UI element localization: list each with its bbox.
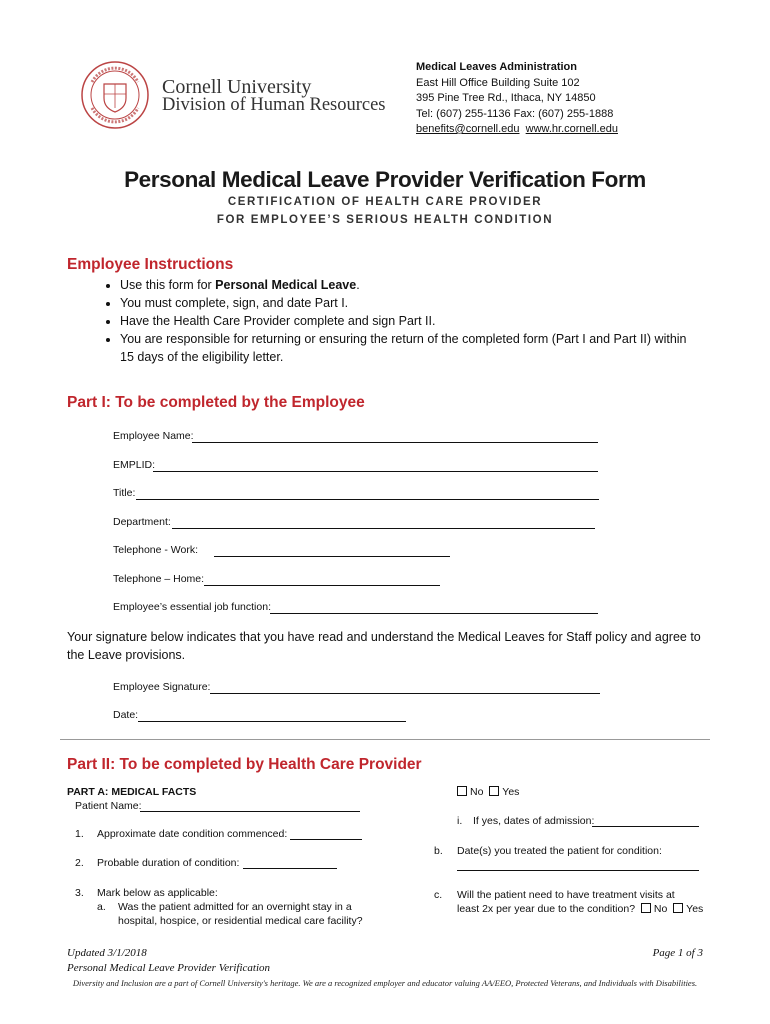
q1-label: Approximate date condition commenced:: [97, 828, 288, 840]
q2-field[interactable]: [243, 868, 337, 869]
website-link[interactable]: www.hr.cornell.edu: [525, 123, 618, 135]
patient-name-label: Patient Name:: [75, 800, 142, 812]
q3a-yes-checkbox[interactable]: [489, 786, 499, 796]
job-function-field[interactable]: [270, 613, 598, 614]
form-subtitle-1: CERTIFICATION OF HEALTH CARE PROVIDER: [227, 196, 543, 208]
part2-heading: Part II: To be completed by Health Care Provider: [67, 756, 422, 773]
qc-number: c.: [434, 889, 443, 901]
section-divider: [60, 739, 710, 740]
q3a-answer: No Yes: [457, 786, 519, 798]
q2-label: Probable duration of condition:: [97, 857, 240, 869]
contact-address1: East Hill Office Building Suite 102: [416, 76, 580, 89]
form-subtitle-2: FOR EMPLOYEE’S SERIOUS HEALTH CONDITION: [216, 214, 554, 226]
title-label: Title:: [113, 487, 136, 499]
qc-no-checkbox[interactable]: [641, 903, 651, 913]
qb-label: Date(s) you treated the patient for condition:: [457, 845, 662, 857]
telephone-home-field[interactable]: [204, 585, 440, 586]
list-item: • You are responsible for returning or ensuring the return of the completed form (Part I and Part II) within 15 days of the eligibility letter.: [120, 330, 700, 366]
page-number: Page 1 of 3: [652, 947, 703, 959]
title-field[interactable]: [136, 499, 599, 500]
q2-number: 2.: [75, 857, 84, 869]
instructions-heading: Employee Instructions: [67, 256, 234, 273]
date-field[interactable]: [138, 721, 406, 722]
telephone-home-label: Telephone – Home:: [113, 573, 205, 585]
footer-updated: Updated 3/1/2018: [67, 947, 147, 959]
q3a-no-checkbox[interactable]: [457, 786, 467, 796]
patient-name-field[interactable]: [140, 811, 360, 812]
employee-signature-field[interactable]: [210, 693, 600, 694]
org-name-line1: Cornell University: [162, 76, 312, 98]
form-title: Personal Medical Leave Provider Verification Form: [124, 167, 646, 192]
contact-phone: Tel: (607) 255-1136 Fax: (607) 255-1888: [416, 107, 614, 120]
department-field[interactable]: [172, 528, 595, 529]
date-label: Date:: [113, 709, 139, 721]
q3-number: 3.: [75, 887, 84, 899]
qc-line1: Will the patient need to have treatment visits at: [457, 889, 675, 901]
q1-field[interactable]: [290, 839, 362, 840]
org-name-line2: Division of Human Resources: [162, 95, 386, 115]
part1-heading: Part I: To be completed by the Employee: [67, 394, 365, 411]
agreement-text: Your signature below indicates that you have read and understand the Medical Leaves for Staff policy and agree to the Leave provisions.: [67, 630, 701, 662]
emplid-field[interactable]: [153, 471, 598, 472]
qb-number: b.: [434, 845, 443, 857]
department-label: Department:: [113, 516, 171, 528]
qi-field[interactable]: [592, 826, 699, 827]
footer-doc-name: Personal Medical Leave Provider Verification: [67, 962, 271, 974]
telephone-work-label: Telephone - Work:: [113, 544, 199, 556]
qi-label: If yes, dates of admission:: [473, 815, 595, 827]
qc-line2: least 2x per year due to the condition? No Yes: [457, 903, 704, 915]
emplid-label: EMPLID:: [113, 459, 156, 471]
job-function-label: Employee’s essential job function:: [113, 601, 271, 613]
q3-label: Mark below as applicable:: [97, 887, 218, 899]
contact-block: [416, 60, 618, 138]
telephone-work-field[interactable]: [214, 556, 450, 557]
q3a-line1: Was the patient admitted for an overnight stay in a: [118, 901, 352, 913]
list-item: • Have the Health Care Provider complete and sign Part II.: [120, 312, 700, 330]
qc-yes-checkbox[interactable]: [673, 903, 683, 913]
employee-name-label: Employee Name:: [113, 430, 194, 442]
q1-number: 1.: [75, 828, 84, 840]
qb-field[interactable]: [457, 870, 699, 871]
cornell-seal-logo: [80, 60, 150, 130]
list-item: • Use this form for Personal Medical Leave.: [120, 276, 700, 294]
part-a-heading: PART A: MEDICAL FACTS: [67, 786, 197, 798]
instructions-list: [100, 276, 700, 366]
q3a-line2: hospital, hospice, or residential medical care facility?: [118, 915, 363, 927]
email-link[interactable]: benefits@cornell.edu: [416, 123, 520, 135]
diversity-disclaimer: Diversity and Inclusion are a part of Cornell University's heritage. We are a recognized employer and educator valuing AA/EEO, Protected Veterans, and Individuals with Disabilities.: [72, 978, 698, 988]
list-item: • You must complete, sign, and date Part I.: [120, 294, 700, 312]
employee-signature-label: Employee Signature:: [113, 681, 211, 693]
q3a-number: a.: [97, 901, 106, 913]
contact-dept: Medical Leaves Administration: [416, 61, 577, 73]
contact-address2: 395 Pine Tree Rd., Ithaca, NY 14850: [416, 92, 596, 104]
employee-name-field[interactable]: [192, 442, 598, 443]
qi-number: i.: [457, 815, 463, 827]
